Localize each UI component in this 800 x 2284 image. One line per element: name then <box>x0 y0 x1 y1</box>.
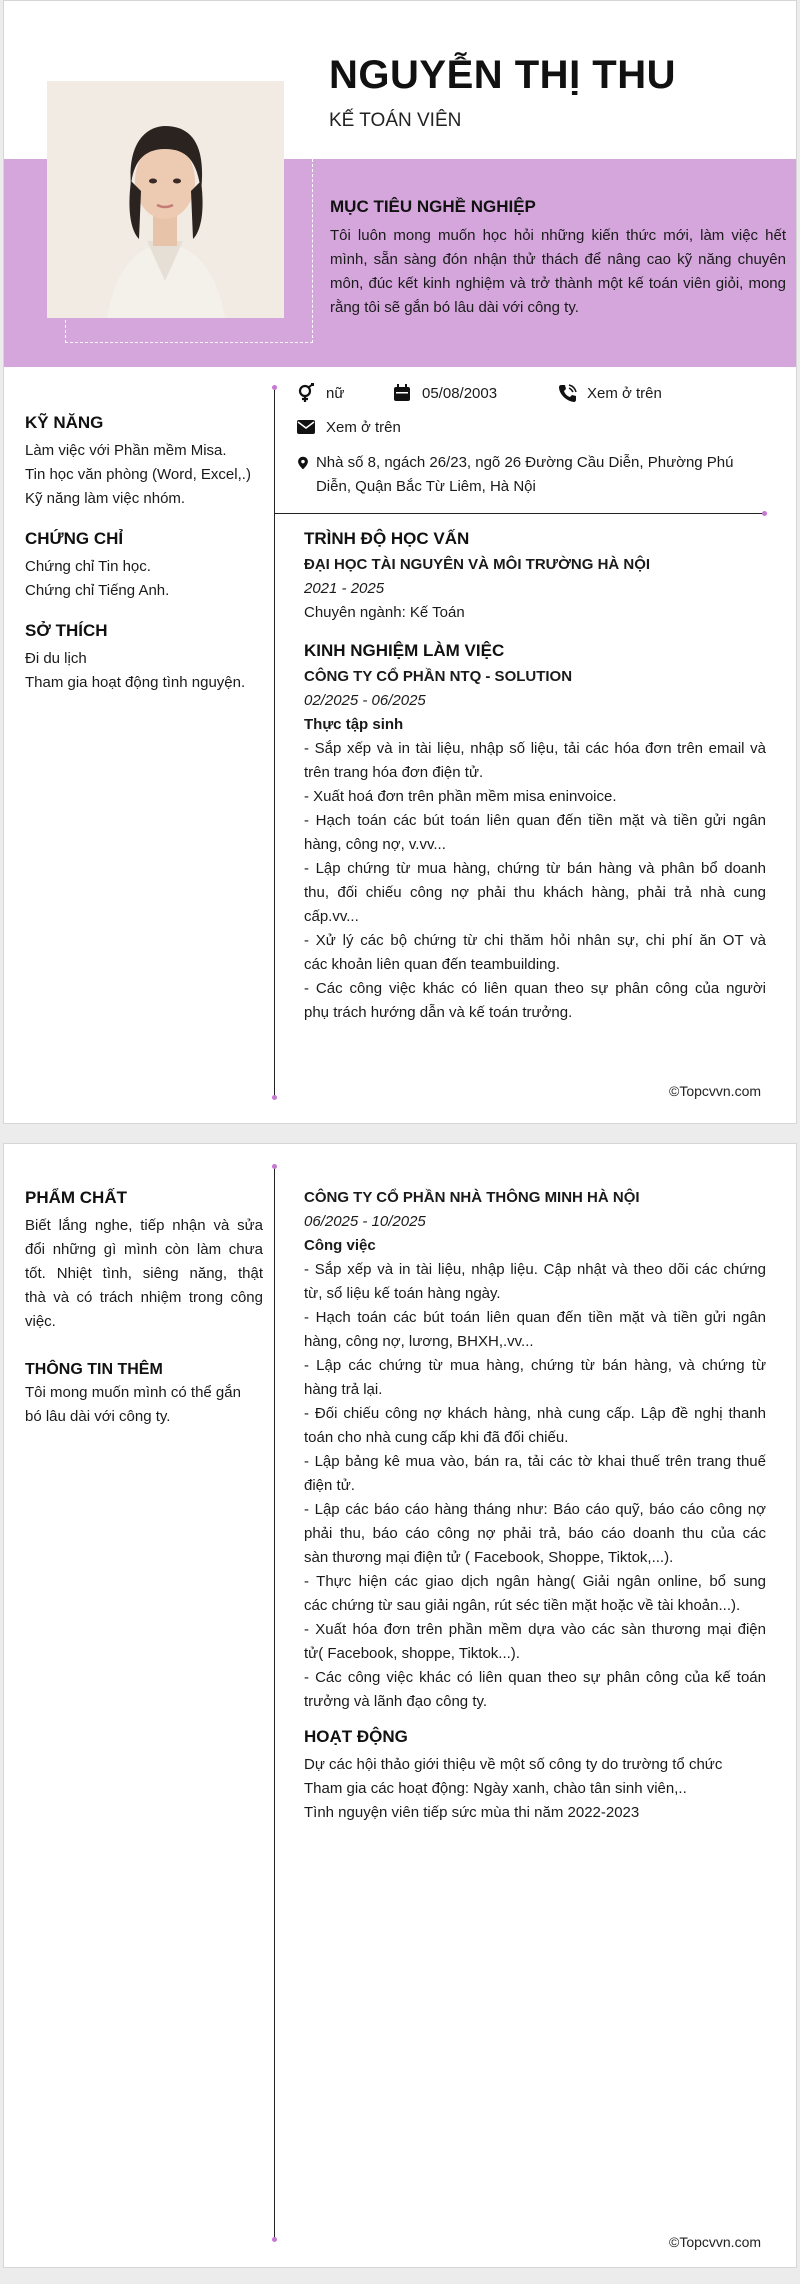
timeline-dot-top <box>272 1164 277 1169</box>
skills-title: KỸ NĂNG <box>25 413 104 432</box>
education-section <box>304 529 766 625</box>
phone-value: Xem ở trên <box>587 384 662 402</box>
duty-line: các chứng từ sau giải ngân, rút séc tiền mặt hoặc về tài khoản...). <box>304 1597 741 1614</box>
duty-line: từ, sổ liệu kế toán hàng ngày. <box>304 1285 501 1302</box>
job-duties <box>304 1258 766 1714</box>
profile-photo <box>47 81 284 318</box>
calendar-icon <box>392 383 412 403</box>
duty-line: - Thực hiện các giao dịch ngân hàng( Giải ngân online, bổ sung <box>304 1573 766 1590</box>
hobbies-section <box>25 621 268 695</box>
duty-line: hàng, công nợ, v.vv... <box>304 836 446 853</box>
skill-item: Làm việc với Phần mềm Misa. <box>25 442 227 459</box>
job-period: 06/2025 - 10/2025 <box>304 1213 426 1230</box>
duty-line: phải thu, báo cáo công nợ phải trả, báo cáo doanh thu của các <box>304 1525 766 1542</box>
duty-line: - Lập các báo cáo hàng tháng như: Báo cáo quỹ, báo cáo công nợ <box>304 1501 766 1518</box>
duty-line: - Xử lý các bộ chứng từ chi thăm hỏi nhân sự, chi phí ăn OT và <box>304 932 766 949</box>
cv-page-1 <box>3 0 797 1124</box>
duty-line: - Xuất hoá đơn trên phần mềm misa eninvoice. <box>304 788 617 805</box>
qualities-text: Biết lắng nghe, tiếp nhận và sửa đổi những gì mình còn làm chưa tốt. Nhiệt tình, siêng năng, thật thà và có trách nhiệm trong công việc. <box>25 1217 263 1330</box>
activities-section <box>304 1727 766 1825</box>
timeline-dot-top <box>272 385 277 390</box>
timeline-dot-bottom <box>272 1095 277 1100</box>
job-period: 02/2025 - 06/2025 <box>304 692 426 709</box>
company-name: CÔNG TY CỔ PHẦN NTQ - SOLUTION <box>304 668 573 685</box>
duty-line: hàng, công nợ, lương, BHXH,.vv... <box>304 1333 534 1350</box>
duty-line: các khoản liên quan đến teambuilding. <box>304 956 561 973</box>
experience-title: KINH NGHIỆM LÀM VIỆC <box>304 641 505 660</box>
experience-section <box>304 641 766 1025</box>
school-name: ĐẠI HỌC TÀI NGUYÊN VÀ MÔI TRƯỜNG HÀ NỘI <box>304 556 651 573</box>
activity-item: Dự các hội thảo giới thiệu về một số công ty do trường tổ chức <box>304 1756 723 1773</box>
certificates-title: CHỨNG CHỈ <box>25 529 124 548</box>
duty-line: - Sắp xếp và in tài liệu, nhập liệu. Cập nhật và theo dõi các chứng <box>304 1261 766 1278</box>
duty-line: - Các công việc khác có liên quan theo sự phân công của người <box>304 980 766 997</box>
location-icon <box>296 453 310 473</box>
contact-gender <box>296 383 344 403</box>
phone-icon <box>557 383 577 403</box>
contact-address <box>296 451 764 499</box>
duty-line: - Lập chứng từ mua hàng, chứng từ bán hàng và phân bổ doanh <box>304 860 766 877</box>
education-period: 2021 - 2025 <box>304 580 385 597</box>
duty-line: trên trang hóa đơn điện tử. <box>304 764 484 781</box>
experience-section-continued <box>304 1186 766 1714</box>
watermark: ©Topcvvn.com <box>669 1083 762 1099</box>
duty-line: - Lập bảng kê mua vào, bán ra, tải các tờ khai thuế trên trang thuế <box>304 1453 766 1470</box>
duty-line: - Các công việc khác có liên quan theo sự phân công của kế toán <box>304 1669 766 1686</box>
job-role: Thực tập sinh <box>304 716 404 733</box>
job-role: Công việc <box>304 1237 376 1254</box>
duty-line: - Lập các chứng từ mua hàng, chứng từ bán hàng, và chứng từ <box>304 1357 766 1374</box>
address-value: Nhà số 8, ngách 26/23, ngõ 26 Đường Cầu Diễn, Phường Phú Diễn, Quận Bắc Từ Liêm, Hà Nội <box>315 454 734 495</box>
duty-line: - Xuất hóa đơn trên phần mềm dựa vào các sàn thương mại điện <box>304 1621 766 1638</box>
email-value: Xem ở trên <box>326 418 401 436</box>
contact-phone <box>557 383 662 403</box>
gender-icon <box>296 383 316 403</box>
activity-item: Tham gia các hoạt động: Ngày xanh, chào tân sinh viên,.. <box>304 1780 687 1797</box>
skill-item: Kỹ năng làm việc nhóm. <box>25 490 186 507</box>
dob-value: 05/08/2003 <box>422 384 498 402</box>
more-info-section: THÔNG TIN THÊM Tôi mong muốn mình có thể gắn bó lâu dài với công ty. <box>25 1361 268 1429</box>
duty-line: trưởng và lãnh đạo công ty. <box>304 1693 488 1710</box>
skill-item: Tin học văn phòng (Word, Excel,.) <box>25 466 251 483</box>
hobby-item: Đi du lịch <box>25 650 87 667</box>
cv-page-2 <box>3 1143 797 2268</box>
qualities-section <box>25 1188 268 1334</box>
objective-title: MỤC TIÊU NGHỀ NGHIỆP <box>330 197 536 216</box>
education-title: TRÌNH ĐỘ HỌC VẤN <box>304 529 470 548</box>
duty-line: tử( Facebook, shoppe, Tiktok...). <box>304 1645 520 1662</box>
candidate-name: NGUYỄN THỊ THU <box>329 53 676 97</box>
activity-item: Tình nguyện viên tiếp sức mùa thi năm 2022-2023 <box>304 1804 640 1821</box>
hobby-item: Tham gia hoạt động tình nguyện. <box>25 674 246 691</box>
contact-dob <box>392 383 497 403</box>
duty-line: - Đối chiếu công nợ khách hàng, nhà cung cấp. Lập đề nghị thanh <box>304 1405 766 1422</box>
duty-line: phụ trách hướng dẫn và kế toán trưởng. <box>304 1004 573 1021</box>
duty-line: hàng trả lại. <box>304 1381 383 1398</box>
timeline-line <box>274 387 275 1097</box>
certificate-item: Chứng chỉ Tin học. <box>25 558 151 575</box>
duty-line: điện tử. <box>304 1477 355 1494</box>
duty-line: - Hạch toán các bút toán liên quan đến tiền mặt và tiền gửi ngân <box>304 812 766 829</box>
duty-line: sàn thương mại điện tử ( Facebook, Shoppe, Tiktok,...). <box>304 1549 674 1566</box>
email-icon <box>296 417 316 437</box>
more-info-title: THÔNG TIN THÊM <box>25 1361 163 1378</box>
watermark: ©Topcvvn.com <box>669 2234 762 2250</box>
company-name: CÔNG TY CỔ PHẦN NHÀ THÔNG MINH HÀ NỘI <box>304 1189 640 1206</box>
hobbies-title: SỞ THÍCH <box>25 621 108 640</box>
qualities-title: PHẨM CHẤT <box>25 1188 127 1207</box>
skills-section <box>25 413 268 511</box>
duty-line: thu, đối chiếu công nợ phải thu khách hàng, phải trả nhà cung <box>304 884 766 901</box>
education-major: Chuyên ngành: Kế Toán <box>304 604 465 621</box>
divider-dot <box>762 511 767 516</box>
divider-line <box>274 513 764 514</box>
contact-email <box>296 417 401 437</box>
certificates-section <box>25 529 268 603</box>
gender-value: nữ <box>326 384 345 402</box>
job-duties <box>304 737 766 1025</box>
duty-line: - Hạch toán các bút toán liên quan đến tiền mặt và tiền gửi ngân <box>304 1309 766 1326</box>
timeline-dot-bottom <box>272 2237 277 2242</box>
certificate-item: Chứng chỉ Tiếng Anh. <box>25 582 170 599</box>
duty-line: - Sắp xếp và in tài liệu, nhập số liệu, tải các hóa đơn trên email và <box>304 740 766 757</box>
timeline-line <box>274 1166 275 2239</box>
duty-line: toán cho nhà cung cấp khi đã đối chiếu. <box>304 1429 569 1446</box>
activities-title: HOẠT ĐỘNG <box>304 1727 408 1746</box>
duty-line: cấp.vv... <box>304 908 359 925</box>
job-title: KẾ TOÁN VIÊN <box>329 110 462 131</box>
objective-text: Tôi luôn mong muốn học hỏi những kiến thức mới, làm việc hết mình, sẵn sàng đón nhận thử thách để nâng cao kỹ năng chuyên môn, đúc kết kinh nghiệm và trở thành một kế toán viên giỏi, mong rằng tôi sẽ gắn bó lâu dài với công ty. <box>330 227 786 316</box>
